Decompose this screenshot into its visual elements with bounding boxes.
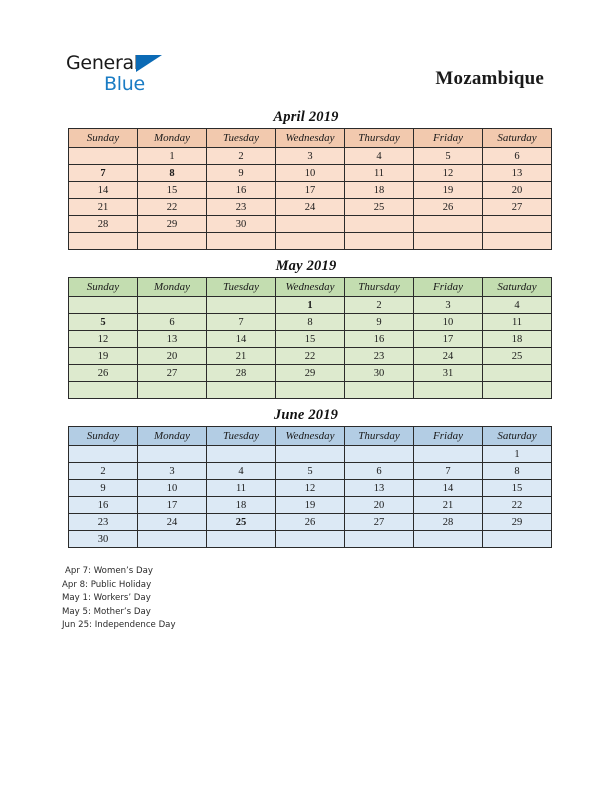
calendar-day[interactable]: 8 — [276, 314, 345, 331]
weekday-header-saturday: Saturday — [483, 427, 552, 446]
calendar-day[interactable]: 26 — [69, 365, 138, 382]
calendar-day-empty — [414, 446, 483, 463]
calendar-table-april — [68, 128, 552, 250]
calendar-week-row — [69, 348, 552, 365]
page-title: Mozambique — [435, 68, 544, 89]
calendar-day[interactable]: 13 — [138, 331, 207, 348]
calendar-day[interactable]: 17 — [138, 497, 207, 514]
weekday-header-monday: Monday — [138, 427, 207, 446]
calendar-day[interactable]: 15 — [276, 331, 345, 348]
calendar-week-row — [69, 233, 552, 250]
calendar-week-row — [69, 216, 552, 233]
calendar-day[interactable]: 1 — [138, 148, 207, 165]
calendar-day[interactable]: 14 — [69, 182, 138, 199]
calendar-day[interactable]: 30 — [345, 365, 414, 382]
weekday-header-row — [69, 129, 552, 148]
calendar-day[interactable]: 27 — [138, 365, 207, 382]
calendar-day[interactable]: 17 — [414, 331, 483, 348]
calendar-day[interactable]: 2 — [207, 148, 276, 165]
calendar-day-empty — [207, 531, 276, 548]
weekday-header-sunday: Sunday — [69, 427, 138, 446]
calendar-day[interactable]: 19 — [276, 497, 345, 514]
calendar-day-empty — [69, 446, 138, 463]
calendar-day[interactable]: 20 — [483, 182, 552, 199]
calendar-day[interactable]: 12 — [276, 480, 345, 497]
calendar-day[interactable]: 15 — [138, 182, 207, 199]
calendar-day[interactable]: 24 — [414, 348, 483, 365]
calendar-day[interactable]: 3 — [276, 148, 345, 165]
calendar-day[interactable]: 20 — [345, 497, 414, 514]
calendar-day-empty — [345, 216, 414, 233]
calendar-day[interactable]: 19 — [414, 182, 483, 199]
calendar-day[interactable]: 26 — [414, 199, 483, 216]
calendar-day[interactable]: 16 — [345, 331, 414, 348]
calendar-day-empty — [138, 233, 207, 250]
calendar-day[interactable]: 8 — [483, 463, 552, 480]
weekday-header-saturday: Saturday — [483, 129, 552, 148]
calendar-table-june — [68, 426, 552, 548]
calendar-day-empty — [345, 382, 414, 399]
calendar-day-empty — [483, 233, 552, 250]
page-header — [0, 0, 612, 105]
calendar-day[interactable]: 28 — [414, 514, 483, 531]
calendar-week-row — [69, 480, 552, 497]
calendar-day[interactable]: 6 — [138, 314, 207, 331]
calendar-day[interactable]: 28 — [207, 365, 276, 382]
weekday-header-monday: Monday — [138, 278, 207, 297]
calendar-day[interactable]: 22 — [138, 199, 207, 216]
holiday-legend-item: May 1: Workers’ Day — [62, 593, 151, 604]
calendar-day[interactable]: 3 — [414, 297, 483, 314]
calendar-body — [69, 297, 552, 399]
month-block-june — [68, 406, 544, 548]
month-block-april — [68, 108, 544, 250]
calendar-day-empty — [138, 382, 207, 399]
calendar-day-empty — [69, 233, 138, 250]
calendar-day[interactable]: 27 — [345, 514, 414, 531]
calendar-day[interactable]: 16 — [207, 182, 276, 199]
calendar-day[interactable]: 22 — [483, 497, 552, 514]
weekday-header-thursday: Thursday — [345, 278, 414, 297]
calendar-day[interactable]: 11 — [207, 480, 276, 497]
logo-triangle-icon — [136, 55, 162, 72]
calendar-day[interactable]: 27 — [483, 199, 552, 216]
calendar-week-row — [69, 314, 552, 331]
calendar-day[interactable]: 31 — [414, 365, 483, 382]
calendar-day[interactable]: 10 — [276, 165, 345, 182]
holiday-legend-item: Apr 7: Women’s Day — [65, 566, 153, 576]
calendar-day-empty — [345, 446, 414, 463]
calendar-day[interactable]: 29 — [483, 514, 552, 531]
calendar-week-row — [69, 165, 552, 182]
calendar-day[interactable]: 20 — [138, 348, 207, 365]
weekday-header-wednesday: Wednesday — [276, 278, 345, 297]
calendar-day[interactable]: 4 — [483, 297, 552, 314]
calendar-day[interactable]: 25 — [345, 199, 414, 216]
calendar-day[interactable]: 17 — [276, 182, 345, 199]
calendar-day-empty — [276, 531, 345, 548]
calendar-day-empty — [138, 446, 207, 463]
calendar-day[interactable]: 2 — [69, 463, 138, 480]
calendar-day[interactable]: 23 — [207, 199, 276, 216]
calendar-day[interactable]: 6 — [345, 463, 414, 480]
calendar-day[interactable]: 21 — [207, 348, 276, 365]
month-block-may — [68, 257, 544, 399]
calendar-week-row — [69, 199, 552, 216]
calendar-day[interactable]: 29 — [138, 216, 207, 233]
calendar-day-empty — [69, 148, 138, 165]
calendar-day[interactable]: 4 — [345, 148, 414, 165]
calendar-day[interactable]: 2 — [345, 297, 414, 314]
calendar-week-row — [69, 382, 552, 399]
calendar-day-empty — [207, 233, 276, 250]
calendar-day[interactable]: 24 — [276, 199, 345, 216]
calendar-day-empty — [414, 531, 483, 548]
weekday-header-saturday: Saturday — [483, 278, 552, 297]
calendar-day-holiday[interactable]: 5 — [69, 314, 138, 331]
holiday-legend — [62, 565, 362, 633]
calendar-day[interactable]: 9 — [207, 165, 276, 182]
calendar-day[interactable]: 30 — [207, 216, 276, 233]
calendar-day[interactable]: 12 — [414, 165, 483, 182]
calendar-day-empty — [483, 382, 552, 399]
calendar-day-empty — [483, 531, 552, 548]
calendar-day-empty — [414, 233, 483, 250]
weekday-header-tuesday: Tuesday — [207, 278, 276, 297]
calendar-week-row — [69, 463, 552, 480]
calendar-day[interactable]: 21 — [414, 497, 483, 514]
general-blue-logo[interactable] — [66, 52, 176, 100]
calendar-day[interactable]: 9 — [345, 314, 414, 331]
calendar-day[interactable]: 13 — [345, 480, 414, 497]
calendar-day[interactable]: 3 — [138, 463, 207, 480]
calendar-week-row — [69, 331, 552, 348]
weekday-header-thursday: Thursday — [345, 129, 414, 148]
calendar-body — [69, 446, 552, 548]
calendar-day[interactable]: 6 — [483, 148, 552, 165]
calendar-day-empty — [483, 216, 552, 233]
calendar-day[interactable]: 14 — [414, 480, 483, 497]
holiday-legend-item: Apr 8: Public Holiday — [62, 579, 152, 590]
month-title: April 2019 — [273, 109, 339, 125]
calendar-day[interactable]: 1 — [483, 446, 552, 463]
month-title: June 2019 — [273, 407, 339, 423]
calendar-day-empty — [276, 233, 345, 250]
calendar-day-empty — [276, 216, 345, 233]
calendar-week-row — [69, 365, 552, 382]
calendar-day-empty — [207, 297, 276, 314]
calendar-day[interactable]: 11 — [345, 165, 414, 182]
calendar-day[interactable]: 26 — [276, 514, 345, 531]
calendar-day[interactable]: 10 — [138, 480, 207, 497]
calendar-day[interactable]: 7 — [414, 463, 483, 480]
calendar-day-empty — [483, 365, 552, 382]
calendar-day-empty — [69, 297, 138, 314]
calendar-day-empty — [345, 233, 414, 250]
calendar-day[interactable]: 23 — [69, 514, 138, 531]
calendar-day-empty — [207, 446, 276, 463]
weekday-header-friday: Friday — [414, 129, 483, 148]
calendar-day[interactable]: 16 — [69, 497, 138, 514]
calendar-day-empty — [414, 216, 483, 233]
calendar-week-row — [69, 148, 552, 165]
calendar-day-holiday[interactable]: 8 — [138, 165, 207, 182]
calendar-day[interactable]: 19 — [69, 348, 138, 365]
calendar-day[interactable]: 18 — [207, 497, 276, 514]
weekday-header-row — [69, 278, 552, 297]
calendar-week-row — [69, 446, 552, 463]
calendar-day[interactable]: 5 — [276, 463, 345, 480]
calendar-week-row — [69, 531, 552, 548]
calendar-week-row — [69, 497, 552, 514]
calendar-day-empty — [276, 446, 345, 463]
calendar-day[interactable]: 23 — [345, 348, 414, 365]
calendar-day[interactable]: 5 — [414, 148, 483, 165]
calendar-day-empty — [138, 297, 207, 314]
calendar-day[interactable]: 28 — [69, 216, 138, 233]
weekday-header-row — [69, 427, 552, 446]
weekday-header-friday: Friday — [414, 278, 483, 297]
calendar-day-holiday[interactable]: 25 — [207, 514, 276, 531]
weekday-header-tuesday: Tuesday — [207, 129, 276, 148]
weekday-header-tuesday: Tuesday — [207, 427, 276, 446]
calendar-day[interactable]: 13 — [483, 165, 552, 182]
calendar-day[interactable]: 30 — [69, 531, 138, 548]
calendar-day[interactable]: 12 — [69, 331, 138, 348]
month-title: May 2019 — [275, 258, 337, 274]
calendar-day-empty — [138, 531, 207, 548]
calendar-day[interactable]: 18 — [483, 331, 552, 348]
calendar-week-row — [69, 297, 552, 314]
weekday-header-sunday: Sunday — [69, 129, 138, 148]
weekday-header-wednesday: Wednesday — [276, 427, 345, 446]
calendar-week-row — [69, 182, 552, 199]
calendar-table-may — [68, 277, 552, 399]
calendar-day-holiday[interactable]: 1 — [276, 297, 345, 314]
logo-text-general: General — [66, 52, 139, 74]
calendar-day-empty — [414, 382, 483, 399]
holiday-legend-item: May 5: Mother’s Day — [62, 606, 151, 617]
calendar-day[interactable]: 4 — [207, 463, 276, 480]
calendar-day[interactable]: 25 — [483, 348, 552, 365]
calendar-day[interactable]: 11 — [483, 314, 552, 331]
weekday-header-thursday: Thursday — [345, 427, 414, 446]
weekday-header-monday: Monday — [138, 129, 207, 148]
calendar-day[interactable]: 18 — [345, 182, 414, 199]
calendar-day-holiday[interactable]: 7 — [69, 165, 138, 182]
calendar-day-empty — [345, 531, 414, 548]
calendar-day[interactable]: 14 — [207, 331, 276, 348]
calendar-day[interactable]: 15 — [483, 480, 552, 497]
calendar-day-empty — [69, 382, 138, 399]
calendar-week-row — [69, 514, 552, 531]
holiday-legend-item: Jun 25: Independence Day — [62, 620, 176, 631]
calendar-day[interactable]: 7 — [207, 314, 276, 331]
calendar-day[interactable]: 24 — [138, 514, 207, 531]
weekday-header-friday: Friday — [414, 427, 483, 446]
calendar-day[interactable]: 10 — [414, 314, 483, 331]
calendar-day[interactable]: 21 — [69, 199, 138, 216]
calendar-day[interactable]: 22 — [276, 348, 345, 365]
calendar-day[interactable]: 29 — [276, 365, 345, 382]
logo-text-blue: Blue — [104, 73, 145, 95]
calendar-day-empty — [207, 382, 276, 399]
calendar-body — [69, 148, 552, 250]
calendar-day[interactable]: 9 — [69, 480, 138, 497]
weekday-header-sunday: Sunday — [69, 278, 138, 297]
weekday-header-wednesday: Wednesday — [276, 129, 345, 148]
calendar-day-empty — [276, 382, 345, 399]
